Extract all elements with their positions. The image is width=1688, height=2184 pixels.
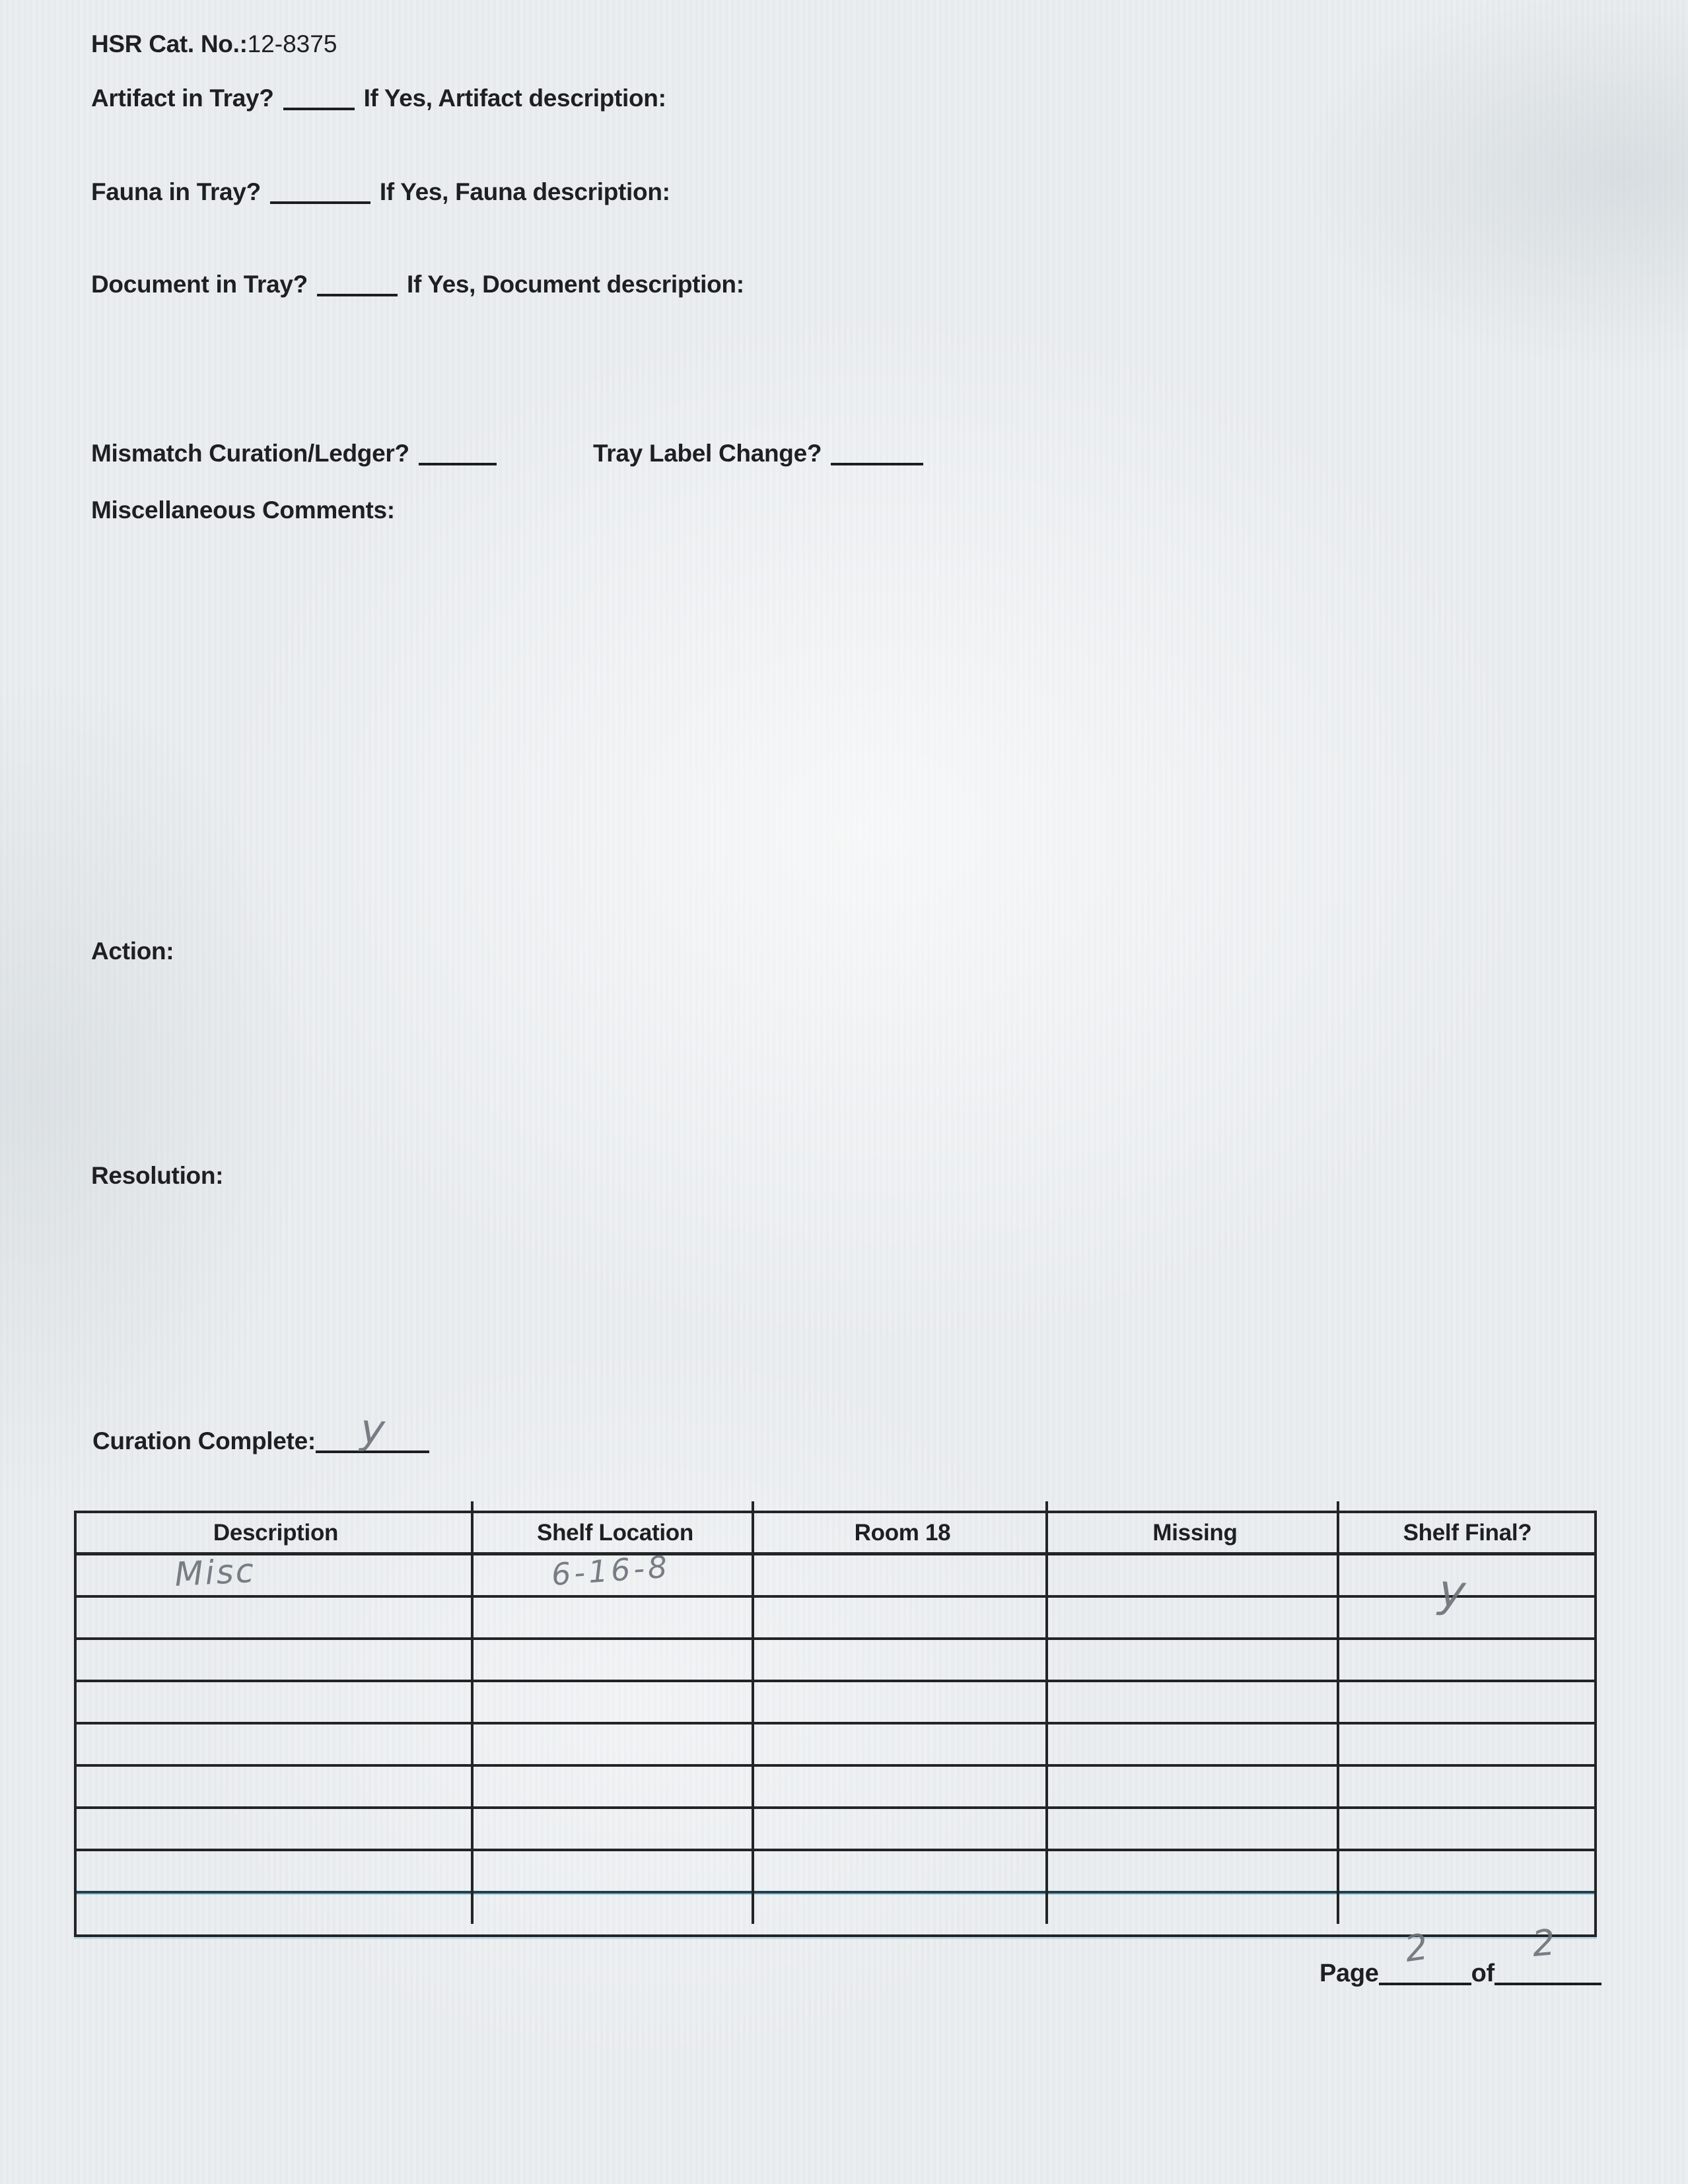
page-count-row [1319,1921,1601,1988]
curation-complete-row [92,1404,429,1455]
tray-label-change-label: Tray Label Change? [593,440,822,467]
handwritten-shelf-location: 6-16-8 [550,1548,672,1592]
table-row [77,1851,1594,1894]
table-row [77,1682,1594,1724]
document-answer-blank [317,271,398,296]
document-followup-label: If Yes, Document description: [406,271,744,298]
table-row [77,1767,1594,1809]
catalog-number-line [91,30,337,58]
handwritten-curation-complete: y [359,1404,386,1454]
action-row [91,938,174,965]
table-column-divider [1337,1501,1339,1924]
table-row [77,1809,1594,1851]
header-missing: Missing [1152,1519,1238,1546]
curation-complete-label: Curation Complete: [92,1427,316,1454]
fauna-answer-blank [270,179,370,204]
catalog-number-label: HSR Cat. No.: [91,30,248,57]
table-column-divider [1045,1501,1048,1924]
artifact-answer-blank [283,85,355,110]
fauna-question-label: Fauna in Tray? [91,178,261,205]
table-row [77,1640,1594,1682]
of-label: of [1471,1960,1495,1987]
artifact-question-label: Artifact in Tray? [91,85,274,112]
artifact-field-row [91,85,666,112]
inventory-table [74,1511,1597,1937]
table-header-row [77,1513,1594,1555]
table-row [77,1548,1594,1619]
mismatch-traylabel-row [91,440,1610,467]
mismatch-group [91,440,497,467]
handwritten-total-pages: 2 [1530,1921,1557,1965]
fauna-followup-label: If Yes, Fauna description: [379,178,670,205]
header-room-18: Room 18 [854,1519,951,1546]
tray-label-change-blank [831,440,923,465]
artifact-followup-label: If Yes, Artifact description: [363,85,666,112]
header-shelf-location: Shelf Location [537,1519,693,1546]
handwritten-page-number: 2 [1401,1925,1430,1970]
resolution-row [91,1162,223,1190]
action-label: Action: [91,938,174,965]
page-number-blank [1379,1925,1471,1985]
table-row [77,1724,1594,1767]
tray-label-change-group [593,440,923,467]
page-label: Page [1319,1960,1379,1987]
misc-comments-label: Miscellaneous Comments: [91,496,395,524]
document-field-row [91,271,744,298]
mismatch-answer-blank [419,440,497,465]
header-shelf-final: Shelf Final? [1403,1519,1532,1546]
handwritten-description: Misc [173,1551,257,1594]
catalog-number-value: 12-8375 [247,30,337,57]
misc-comments-area [91,535,1597,904]
resolution-area [91,1202,1597,1400]
table-column-divider [752,1501,754,1924]
document-question-label: Document in Tray? [91,271,308,298]
misc-comments-row [91,496,395,524]
action-area [91,977,1597,1142]
mismatch-question-label: Mismatch Curation/Ledger? [91,440,409,467]
resolution-label: Resolution: [91,1162,224,1189]
table-column-divider [471,1501,474,1924]
handwritten-shelf-final: y [1437,1565,1467,1619]
header-description: Description [213,1519,339,1546]
fauna-field-row [91,178,670,206]
curation-complete-blank [316,1404,429,1454]
table-row [77,1598,1594,1640]
table-row [77,1894,1594,1934]
total-pages-blank [1495,1921,1601,1985]
